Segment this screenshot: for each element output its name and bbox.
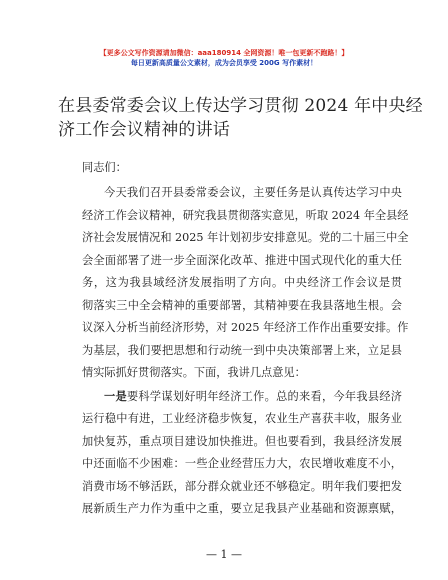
paragraph-2-lead: 一是 — [104, 388, 127, 403]
paragraph-1-line: 为基层，我们要把思想和行动统一到中央决策部署上来，立足县 — [82, 343, 402, 357]
paragraph-1-line: 务，这为我县域经济发展指明了方向。中央经济工作会议是贯 — [82, 276, 402, 289]
paragraph-1-line: 经济工作会议精神，研究我县贯彻落实意见，听取 2024 年全县经 — [82, 208, 409, 222]
promo-banner — [0, 48, 448, 68]
promo-banner-line-1: 【更多公文写作资源请加微信：aaa180914 全网资源！唯一包更新不跑路！】 — [99, 49, 349, 57]
paragraph-2-line — [82, 385, 402, 409]
paragraph-1-line: 情实际抓好贯彻落实。下面，我讲几点意见： — [82, 366, 306, 379]
paragraph-1-line: 会全面部署了进一步全面深化改革、推进中国式现代化的重大任 — [82, 253, 402, 267]
document-body — [82, 182, 409, 521]
paragraph-2-line: 展新质生产力作为重中之重，要立足我县产业基础和资源禀赋， — [82, 502, 402, 515]
paragraph-1-line: 议深入分析当前经济形势，对 2025 年经济工作作出重要安排。作 — [82, 321, 409, 334]
paragraph-1-line: 今天我们召开县委常委会议，主要任务是认真传达学习中央 — [104, 186, 402, 199]
paragraph-2-line: 中还面临不少困难：一些企业经营压力大，农民增收难度不小， — [82, 457, 402, 470]
paragraph-2-line: 运行稳中有进，工业经济稳步恢复，农业生产喜获丰收，服务业 — [82, 412, 402, 425]
document-title-line-2: 济工作会议精神的讲话 — [58, 120, 230, 140]
paragraph-2-line: 加快复苏，重点项目建设加快推进。但也要看到，我县经济发展 — [82, 434, 402, 448]
paragraph-2-line: 消费市场不够活跃，部分群众就业还不够稳定。明年我们要把发 — [82, 479, 402, 493]
document-title-line-1: 在县委常委会议上传达学习贯彻 2024 年中央经 — [58, 96, 423, 116]
page-number: — 1 — — [206, 548, 242, 561]
paragraph-2-line-text: 要科学谋划好明年经济工作。总的来看，今年我县经济 — [126, 389, 402, 403]
paragraph-1-line: 彻落实三中全会精神的重要部署，其精神要在我县落地生根。会 — [82, 298, 402, 312]
salutation: 同志们： — [82, 161, 127, 174]
promo-banner-line-2: 每日更新高质量公文素材，成为会员享受 200G 写作素材！ — [130, 59, 318, 67]
document-title — [58, 94, 423, 142]
paragraph-1-line: 济社会发展情况和 2025 年计划初步安排意见。党的二十届三中全 — [82, 231, 409, 244]
